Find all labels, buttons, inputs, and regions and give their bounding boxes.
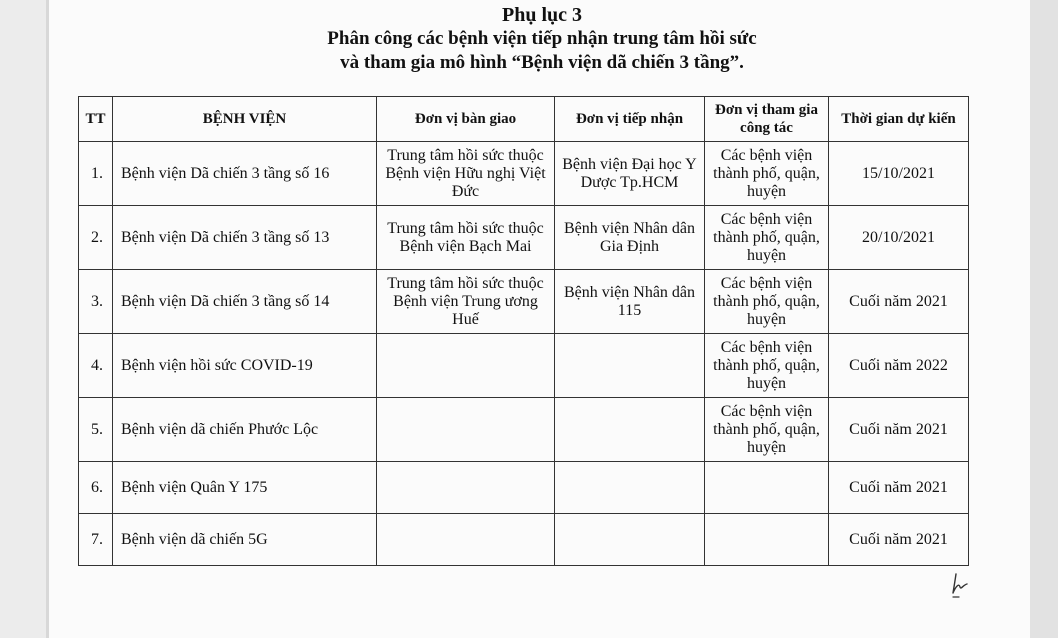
cell-tt: 5. [79, 398, 113, 462]
column-header-handover: Đơn vị bàn giao [377, 97, 555, 142]
column-header-receiver: Đơn vị tiếp nhận [555, 97, 705, 142]
cell-time: 15/10/2021 [829, 142, 969, 206]
appendix-title: Phụ lục 3 [501, 4, 583, 26]
cell-time: 20/10/2021 [829, 206, 969, 270]
cell-handover [377, 398, 555, 462]
cell-receiver [555, 514, 705, 566]
cell-receiver [555, 398, 705, 462]
cell-receiver: Bệnh viện Đại học Y Dược Tp.HCM [555, 142, 705, 206]
cell-handover [377, 462, 555, 514]
table-row [79, 270, 969, 334]
table-row [79, 334, 969, 398]
table-header-row [79, 97, 969, 142]
cell-time: Cuối năm 2021 [829, 270, 969, 334]
cell-time: Cuối năm 2021 [829, 398, 969, 462]
cell-receiver [555, 462, 705, 514]
cell-time: Cuối năm 2021 [829, 514, 969, 566]
cell-handover [377, 334, 555, 398]
cell-participants [705, 462, 829, 514]
cell-hospital: Bệnh viện hồi sức COVID-19 [113, 334, 377, 398]
cell-receiver [555, 334, 705, 398]
cell-handover [377, 514, 555, 566]
cell-handover: Trung tâm hồi sức thuộc Bệnh viện Trung ương Huế [377, 270, 555, 334]
cell-participants [705, 514, 829, 566]
column-header-hospital: BỆNH VIỆN [113, 97, 377, 142]
handwritten-initial-icon [950, 572, 974, 600]
cell-participants: Các bệnh viện thành phố, quận, huyện [705, 398, 829, 462]
cell-hospital: Bệnh viện Dã chiến 3 tầng số 13 [113, 206, 377, 270]
table-row [79, 514, 969, 566]
column-header-participants: Đơn vị tham gia công tác [705, 97, 829, 142]
cell-hospital: Bệnh viện Dã chiến 3 tầng số 14 [113, 270, 377, 334]
appendix-subtitle-line1: Phân công các bệnh viện tiếp nhận trung tâm hồi sức [327, 28, 757, 49]
appendix-subtitle-line2: và tham gia mô hình “Bệnh viện dã chiến 3 tầng”. [340, 52, 744, 73]
column-header-time: Thời gian dự kiến [829, 97, 969, 142]
cell-receiver: Bệnh viện Nhân dân Gia Định [555, 206, 705, 270]
cell-tt: 6. [79, 462, 113, 514]
cell-participants: Các bệnh viện thành phố, quận, huyện [705, 270, 829, 334]
table-row [79, 398, 969, 462]
cell-tt: 7. [79, 514, 113, 566]
cell-tt: 4. [79, 334, 113, 398]
page-left-edge [46, 0, 49, 638]
table-row [79, 142, 969, 206]
cell-handover: Trung tâm hồi sức thuộc Bệnh viện Hữu nghị Việt Đức [377, 142, 555, 206]
cell-tt: 2. [79, 206, 113, 270]
cell-receiver: Bệnh viện Nhân dân 115 [555, 270, 705, 334]
cell-handover: Trung tâm hồi sức thuộc Bệnh viện Bạch Mai [377, 206, 555, 270]
page-right-edge [1030, 0, 1058, 638]
cell-time: Cuối năm 2022 [829, 334, 969, 398]
table-row [79, 462, 969, 514]
cell-hospital: Bệnh viện Dã chiến 3 tầng số 16 [113, 142, 377, 206]
cell-participants: Các bệnh viện thành phố, quận, huyện [705, 206, 829, 270]
cell-participants: Các bệnh viện thành phố, quận, huyện [705, 142, 829, 206]
hospital-assignment-table [78, 96, 969, 566]
table-row [79, 206, 969, 270]
cell-tt: 1. [79, 142, 113, 206]
cell-hospital: Bệnh viện dã chiến Phước Lộc [113, 398, 377, 462]
cell-hospital: Bệnh viện dã chiến 5G [113, 514, 377, 566]
column-header-tt: TT [79, 97, 113, 142]
cell-tt: 3. [79, 270, 113, 334]
cell-hospital: Bệnh viện Quân Y 175 [113, 462, 377, 514]
cell-participants: Các bệnh viện thành phố, quận, huyện [705, 334, 829, 398]
cell-time: Cuối năm 2021 [829, 462, 969, 514]
